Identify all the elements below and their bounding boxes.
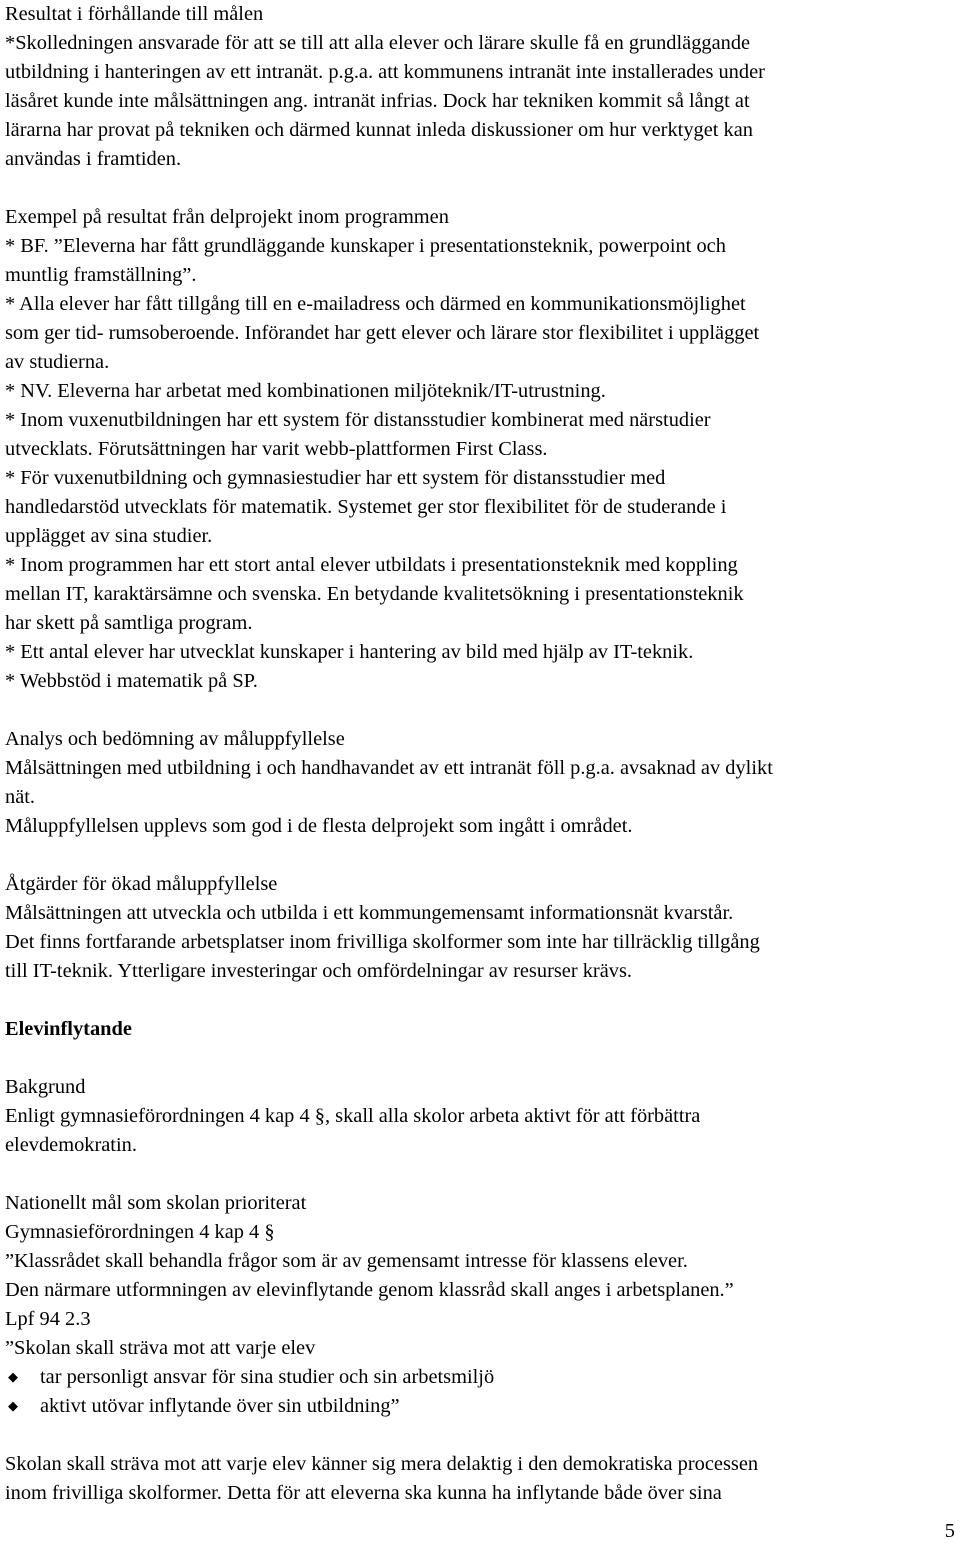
paragraph-line: läsåret kunde inte målsättningen ang. intranät infrias. Dock har tekniken kommit så långt at	[5, 90, 750, 112]
chapter-heading: Elevinflytande	[5, 1018, 132, 1040]
paragraph-line: Skolan skall sträva mot att varje elev känner sig mera delaktig i den demokratiska processen	[5, 1453, 759, 1475]
paragraph-line: Det finns fortfarande arbetsplatser inom frivilliga skolformer som inte har tillräcklig tillgång	[5, 931, 760, 953]
paragraph-line: * Inom programmen har ett stort antal elever utbildats i presentationsteknik med koppling	[5, 554, 738, 576]
paragraph-line: * Webbstöd i matematik på SP.	[5, 670, 258, 692]
page-number: 5	[944, 1520, 955, 1542]
list-item-text: tar personligt ansvar för sina studier och sin arbetsmiljö	[40, 1366, 495, 1388]
spacer	[5, 1044, 957, 1073]
paragraph-line: * NV. Eleverna har arbetat med kombinationen miljöteknik/IT-utrustning.	[5, 380, 606, 402]
section-heading: Nationellt mål som skolan prioriterat	[5, 1192, 307, 1214]
paragraph-line: upplägget av sina studier.	[5, 525, 213, 547]
section-results-goals	[5, 0, 957, 174]
list-item	[5, 1363, 957, 1392]
paragraph-line: lärarna har provat på tekniken och därmed kunnat inleda diskussioner om hur verktyget kan	[5, 119, 753, 141]
paragraph-line: * Ett antal elever har utvecklat kunskaper i hantering av bild med hjälp av IT-teknik.	[5, 641, 694, 663]
paragraph-line: användas i framtiden.	[5, 148, 182, 170]
paragraph-line: utbildning i hanteringen av ett intranät. p.g.a. att kommunens intranät inte installerades under	[5, 61, 765, 83]
section-elevinflytande-heading	[5, 1015, 957, 1044]
section-heading: Åtgärder för ökad måluppfyllelse	[5, 873, 278, 895]
paragraph-line: * Alla elever har fått tillgång till en e-mailadress och därmed en kommunikationsmöjlighet	[5, 293, 746, 315]
paragraph-line: ”Klassrådet skall behandla frågor som är av gemensamt intresse för klassens elever.	[5, 1250, 688, 1272]
paragraph-line: till IT-teknik. Ytterligare investeringar och omfördelningar av resurser krävs.	[5, 960, 632, 982]
document-page	[5, 0, 957, 1508]
paragraph-line: Målsättningen att utveckla och utbilda i ett kommungemensamt informationsnät kvarstår.	[5, 902, 734, 924]
paragraph-line: Gymnasieförordningen 4 kap 4 §	[5, 1221, 275, 1243]
section-heading: Analys och bedömning av måluppfyllelse	[5, 728, 345, 750]
paragraph-line: elevdemokratin.	[5, 1134, 137, 1156]
spacer	[5, 1160, 957, 1189]
paragraph-line: * Inom vuxenutbildningen har ett system för distansstudier kombinerat med närstudier	[5, 409, 711, 431]
paragraph-line: Målsättningen med utbildning i och handhavandet av ett intranät föll p.g.a. avsaknad av dylikt	[5, 757, 773, 779]
bullet-icon: ◆	[8, 1399, 18, 1414]
section-example-results	[5, 203, 957, 696]
spacer	[5, 1421, 957, 1450]
paragraph-line: nät.	[5, 786, 36, 808]
section-measures	[5, 870, 957, 986]
paragraph-line: Lpf 94 2.3	[5, 1308, 91, 1330]
paragraph-line: *Skolledningen ansvarade för att se till att alla elever och lärare skulle få en grundläggande	[5, 32, 751, 54]
paragraph-line: av studierna.	[5, 351, 110, 373]
list-item-text: aktivt utövar inflytande över sin utbildning”	[40, 1395, 400, 1417]
paragraph-line: handledarstöd utvecklats för matematik. Systemet ger stor flexibilitet för de studerande i	[5, 496, 727, 518]
spacer	[5, 696, 957, 725]
paragraph-line: som ger tid- rumsoberoende. Införandet har gett elever och lärare stor flexibilitet i upplägget	[5, 322, 760, 344]
section-democratic-process	[5, 1450, 957, 1508]
section-heading: Bakgrund	[5, 1076, 86, 1098]
paragraph-line: Den närmare utformningen av elevinflytande genom klassråd skall anges i arbetsplanen.”	[5, 1279, 734, 1301]
bullet-list	[5, 1363, 957, 1421]
paragraph-line: inom frivilliga skolformer. Detta för att eleverna ska kunna ha inflytande både över sina	[5, 1482, 722, 1504]
section-heading: Resultat i förhållande till målen	[5, 3, 264, 25]
section-heading: Exempel på resultat från delprojekt inom programmen	[5, 206, 449, 228]
paragraph-line: mellan IT, karaktärsämne och svenska. En betydande kvalitetsökning i presentationsteknik	[5, 583, 744, 605]
paragraph-line: * För vuxenutbildning och gymnasiestudier har ett system för distansstudier med	[5, 467, 666, 489]
section-national-goal	[5, 1189, 957, 1363]
bullet-icon: ◆	[8, 1370, 18, 1385]
paragraph-line: Måluppfyllelsen upplevs som god i de flesta delprojekt som ingått i området.	[5, 815, 633, 837]
section-analysis	[5, 725, 957, 841]
list-item	[5, 1392, 957, 1421]
paragraph-line: muntlig framställning”.	[5, 264, 197, 286]
paragraph-line: Enligt gymnasieförordningen 4 kap 4 §, skall alla skolor arbeta aktivt för att förbättra	[5, 1105, 701, 1127]
spacer	[5, 174, 957, 203]
paragraph-line: ”Skolan skall sträva mot att varje elev	[5, 1337, 316, 1359]
spacer	[5, 841, 957, 870]
spacer	[5, 986, 957, 1015]
paragraph-line: utvecklats. Förutsättningen har varit webb-plattformen First Class.	[5, 438, 548, 460]
section-background	[5, 1073, 957, 1160]
paragraph-line: har skett på samtliga program.	[5, 612, 253, 634]
paragraph-line: * BF. ”Eleverna har fått grundläggande kunskaper i presentationsteknik, powerpoint och	[5, 235, 726, 257]
